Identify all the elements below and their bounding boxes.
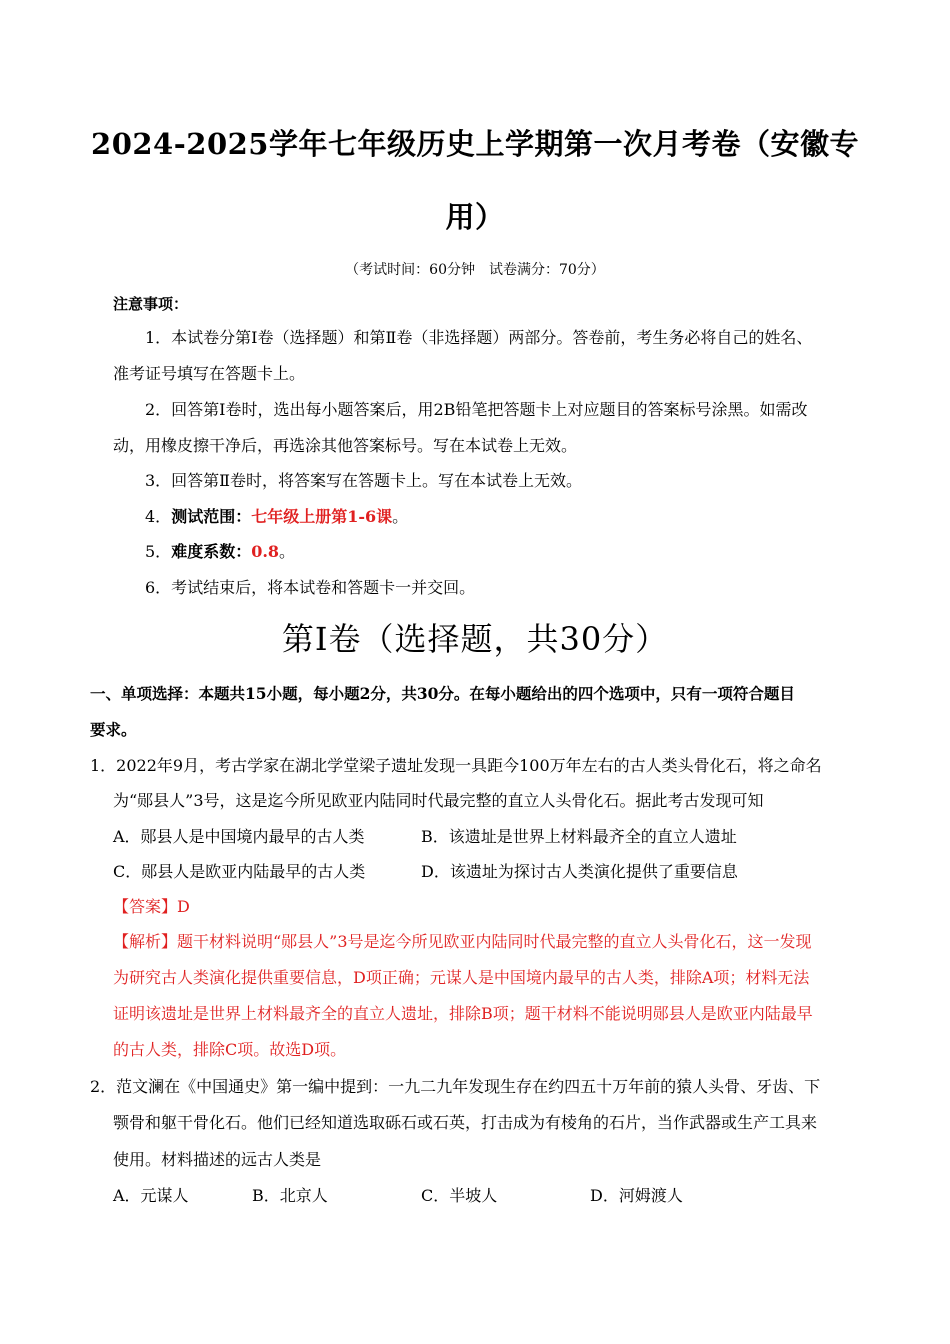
q1-answer: 【答案】D bbox=[113, 897, 190, 916]
q2-stem-line1: 2．范文澜在《中国通史》第一编中提到：一九二九年发现生存在约四五十万年前的猿人头骨、牙齿、下 bbox=[90, 1077, 821, 1096]
q1-option-a: A．郧县人是中国境内最早的古人类 bbox=[113, 827, 365, 846]
q1-stem-line2: 为“郧县人”3号，这是迄今所见欧亚内陆同时代最完整的直立人头骨化石。据此考古发现可知 bbox=[113, 791, 764, 810]
notice-item-1-line1: 1．本试卷分第Ⅰ卷（选择题）和第Ⅱ卷（非选择题）两部分。答卷前，考生务必将自己的姓名、 bbox=[145, 328, 813, 347]
q2-option-a: A．元谋人 bbox=[113, 1186, 189, 1205]
q1-option-c: C．郧县人是欧亚内陆最早的古人类 bbox=[113, 862, 366, 881]
q1-analysis-line3: 证明该遗址是世界上材料最齐全的直立人遗址，排除B项；题干材料不能说明郧县人是欧亚内陆最早 bbox=[113, 1004, 813, 1023]
notice-item-4-end: 。 bbox=[392, 507, 409, 526]
notice-item-3: 3．回答第Ⅱ卷时，将答案写在答题卡上。写在本试卷上无效。 bbox=[145, 471, 583, 490]
q1-analysis-line4: 的古人类，排除C项。故选D项。 bbox=[113, 1040, 347, 1059]
instructions-line2: 要求。 bbox=[90, 720, 137, 739]
notice-heading: 注意事项： bbox=[113, 295, 189, 313]
notice-item-2-line1: 2．回答第Ⅰ卷时，选出每小题答案后，用2B铅笔把答题卡上对应题目的答案标号涂黑。如需改 bbox=[145, 400, 808, 419]
instructions-line1: 一、单项选择：本题共15小题，每小题2分，共30分。在每小题给出的四个选项中，只有一项符合题目 bbox=[90, 684, 795, 703]
exam-title-line2: 用） bbox=[445, 200, 505, 234]
q1-analysis-line1: 【解析】题干材料说明“郧县人”3号是迄今所见欧亚内陆同时代最完整的直立人头骨化石，这一发现 bbox=[113, 932, 812, 951]
q1-stem-line1: 1．2022年9月，考古学家在湖北学堂梁子遗址发现一具距今100万年左右的古人类头骨化石，将之命名 bbox=[90, 756, 822, 775]
q1-option-d: D．该遗址为探讨古人类演化提供了重要信息 bbox=[421, 862, 738, 881]
q1-option-b: B．该遗址是世界上材料最齐全的直立人遗址 bbox=[421, 827, 737, 846]
q1-analysis-line2: 为研究古人类演化提供重要信息，D项正确；元谋人是中国境内最早的古人类，排除A项；材料无法 bbox=[113, 968, 810, 987]
notice-item-1-line2: 准考证号填写在答题卡上。 bbox=[113, 364, 306, 383]
difficulty-value: 0.8 bbox=[251, 542, 280, 561]
q2-stem-line3: 使用。材料描述的远古人类是 bbox=[113, 1150, 322, 1169]
notice-item-4 bbox=[145, 507, 408, 527]
q2-option-b: B．北京人 bbox=[252, 1186, 328, 1205]
q2-option-c: C．半坡人 bbox=[421, 1186, 498, 1205]
notice-item-5-end: 。 bbox=[279, 542, 296, 561]
section-title: 第Ⅰ卷（选择题，共30分） bbox=[281, 620, 669, 658]
notice-item-6: 6．考试结束后，将本试卷和答题卡一并交回。 bbox=[145, 578, 476, 597]
notice-item-2-line2: 动，用橡皮擦干净后，再选涂其他答案标号。写在本试卷上无效。 bbox=[113, 436, 578, 455]
exam-info: （考试时间：60分钟 试卷满分：70分） bbox=[345, 262, 605, 278]
test-scope-value: 七年级上册第1-6课 bbox=[251, 507, 393, 526]
notice-item-5-prefix: 5． bbox=[145, 542, 172, 561]
notice-item-4-prefix: 4． bbox=[145, 507, 172, 526]
exam-title-line1: 2024-2025学年七年级历史上学期第一次月考卷（安徽专 bbox=[91, 127, 859, 161]
q2-stem-line2: 颚骨和躯干骨化石。他们已经知道选取砾石或石英，打击成为有棱角的石片，当作武器或生产工具来 bbox=[113, 1113, 818, 1132]
test-scope-label: 测试范围： bbox=[171, 507, 252, 526]
notice-item-5 bbox=[145, 542, 295, 562]
difficulty-label: 难度系数： bbox=[171, 542, 252, 561]
q2-option-d: D．河姆渡人 bbox=[590, 1186, 683, 1205]
